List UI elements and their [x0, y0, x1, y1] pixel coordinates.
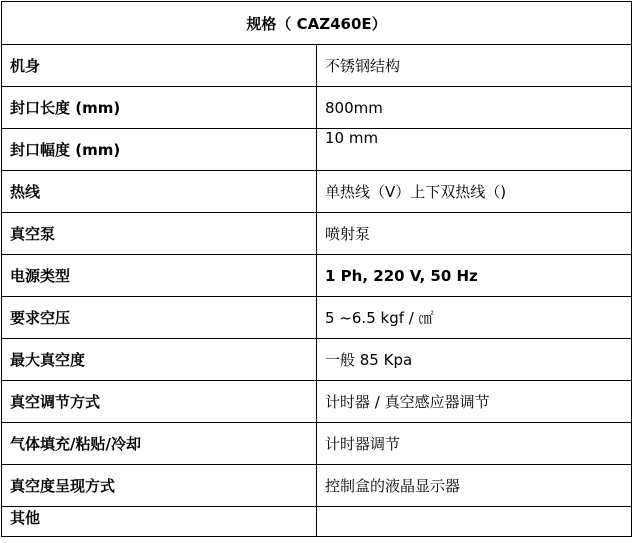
row-label: 真空调节方式	[2, 381, 317, 423]
row-value: 单热线（V）上下双热线（)	[317, 171, 632, 213]
table-title: 规格（ CAZ460E）	[2, 2, 632, 45]
table-row	[2, 45, 632, 87]
row-value: 控制盒的液晶显示器	[317, 465, 632, 507]
table-row	[2, 381, 632, 423]
row-value: 一般 85 Kpa	[317, 339, 632, 381]
table-row	[2, 171, 632, 213]
row-value	[317, 507, 632, 537]
row-label: 机身	[2, 45, 317, 87]
row-label: 电源类型	[2, 255, 317, 297]
row-label: 要求空压	[2, 297, 317, 339]
row-value: 不锈钢结构	[317, 45, 632, 87]
row-value: 1 Ph, 220 V, 50 Hz	[317, 255, 632, 297]
row-value: 10 mm	[317, 129, 632, 171]
table-row	[2, 255, 632, 297]
table-row	[2, 129, 632, 171]
table-row	[2, 87, 632, 129]
row-value: 计时器 / 真空感应器调节	[317, 381, 632, 423]
row-value: 800mm	[317, 87, 632, 129]
title-row	[2, 2, 632, 45]
row-label: 封口幅度 (mm)	[2, 129, 317, 171]
row-label: 封口长度 (mm)	[2, 87, 317, 129]
row-label: 其他	[2, 507, 317, 537]
row-label: 气体填充/粘贴/冷却	[2, 423, 317, 465]
row-value: 5 ~6.5 kgf / ㎠	[317, 297, 632, 339]
table-row	[2, 423, 632, 465]
table-row	[2, 297, 632, 339]
row-label: 热线	[2, 171, 317, 213]
row-value: 喷射泵	[317, 213, 632, 255]
table-row	[2, 507, 632, 537]
row-label: 真空度呈现方式	[2, 465, 317, 507]
table-row	[2, 339, 632, 381]
row-label: 真空泵	[2, 213, 317, 255]
table-row	[2, 465, 632, 507]
spec-table	[1, 1, 632, 537]
row-value: 计时器调节	[317, 423, 632, 465]
table-row	[2, 213, 632, 255]
row-label: 最大真空度	[2, 339, 317, 381]
